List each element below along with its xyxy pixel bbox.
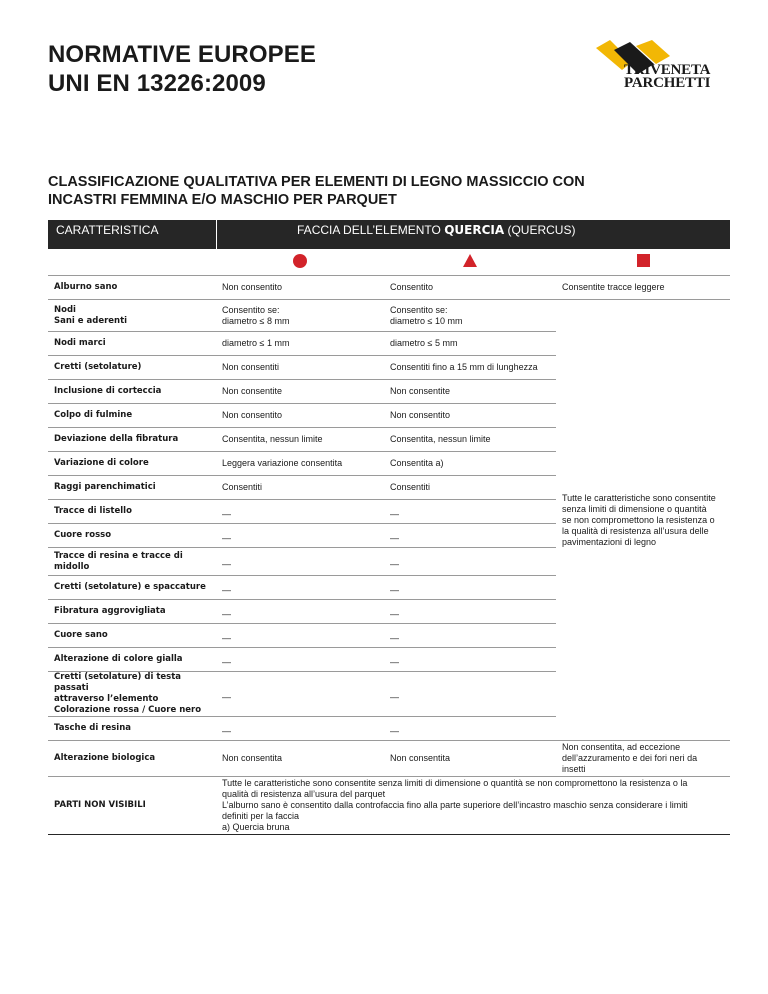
value-cell-square <box>556 741 730 777</box>
feature-cell-text: Variazione di colore <box>54 458 149 468</box>
value-cell-triangle <box>384 717 556 741</box>
value-cell-square <box>556 276 730 300</box>
value-cell-triangle <box>384 576 556 600</box>
feature-cell <box>48 452 216 476</box>
section-title-line-2: INCASTRI FEMMINA E/O MASCHIO PER PARQUET <box>48 192 397 208</box>
value-cell-triangle <box>384 624 556 648</box>
value-cell-circle-text: — <box>222 691 231 702</box>
symbol-cell-3 <box>556 249 730 276</box>
value-cell-triangle-text: Consentiti fino a 15 mm di lunghezza <box>390 362 538 372</box>
feature-cell-text: Tracce di listello <box>54 506 132 516</box>
value-cell-triangle-text: — <box>390 657 399 667</box>
header-face <box>216 220 730 249</box>
feature-cell-text: Cuore sano <box>54 630 108 640</box>
value-cell-triangle-text: Non consentita <box>390 753 451 763</box>
value-cell-circle-text: Non consentito <box>222 410 283 420</box>
value-cell-circle <box>216 428 384 452</box>
value-cell-triangle <box>384 741 556 777</box>
value-cell-circle <box>216 741 384 777</box>
feature-cell <box>48 356 216 380</box>
feature-cell <box>48 717 216 741</box>
value-cell-circle <box>216 404 384 428</box>
value-cell-circle <box>216 476 384 500</box>
value-cell-circle-text: Consentiti <box>222 482 263 492</box>
value-cell-triangle-text: Consentita a) <box>390 458 444 468</box>
value-cell-triangle <box>384 548 556 576</box>
value-cell-circle-text: — <box>222 726 231 736</box>
header-face-species: QUERCIA <box>444 223 505 237</box>
hidden-parts-label: PARTI NON VISIBILI <box>48 777 216 835</box>
feature-cell-text: Colpo di fulmine <box>54 410 133 420</box>
value-cell-triangle-text: Consentito se: diametro ≤ 10 mm <box>390 304 463 326</box>
square-icon <box>637 254 650 270</box>
feature-cell <box>48 548 216 576</box>
title-line-1: NORMATIVE EUROPEE <box>48 41 316 68</box>
feature-cell-text: Inclusione di corteccia <box>54 386 162 396</box>
value-cell-square-text: Non consentita, ad eccezione dell’azzuramento e dei fori neri da insetti <box>562 742 698 774</box>
feature-cell <box>48 524 216 548</box>
hidden-parts-row <box>48 777 730 835</box>
value-cell-circle <box>216 356 384 380</box>
value-cell-triangle <box>384 356 556 380</box>
value-cell-triangle <box>384 672 556 717</box>
logo-line-2: PARCHETTI <box>624 75 711 91</box>
value-cell-circle <box>216 452 384 476</box>
header-feature-label: CARATTERISTICA <box>56 223 159 237</box>
merged-value-cell-square <box>556 300 730 741</box>
title-line-2: UNI EN 13226:2009 <box>48 70 266 97</box>
feature-cell <box>48 741 216 777</box>
header-face-suffix: (QUERCUS) <box>504 223 576 237</box>
value-cell-triangle-text: — <box>390 726 399 736</box>
value-cell-circle <box>216 717 384 741</box>
value-cell-triangle-text: Non consentito <box>390 410 451 420</box>
value-cell-triangle-text: — <box>390 585 399 595</box>
table-row <box>48 276 730 300</box>
symbol-cell-2 <box>384 249 556 276</box>
feature-cell <box>48 672 216 717</box>
value-cell-circle <box>216 624 384 648</box>
value-cell-triangle <box>384 276 556 300</box>
value-cell-circle-text: Leggera variazione consentita <box>222 458 343 468</box>
feature-cell-text: Cuore rosso <box>54 530 112 540</box>
header-feature <box>48 220 216 249</box>
feature-cell-text: Alterazione di colore gialla <box>54 654 183 664</box>
merged-value-cell-square-text: Tutte le caratteristiche sono consentite senza limiti di dimensione o quantità se non compromettono la resistenza o la qualità di resistenza all’usura delle pavimentazioni di legno <box>562 492 716 547</box>
feature-cell-text: Tasche di resina <box>54 723 131 733</box>
value-cell-circle <box>216 600 384 624</box>
hidden-parts-text: Tutte le caratteristiche sono consentite senza limiti di dimensione o quantità se non compromettono la resistenza o la qualità di resistenza all’usura del parquet L’alburno sano è consentito dalla controfaccia fino alla parte superiore dell’incastro maschio senza considerare i limiti definiti per la faccia a) Quercia bruna <box>216 777 730 835</box>
table-row <box>48 741 730 777</box>
value-cell-triangle <box>384 452 556 476</box>
value-cell-triangle-text: — <box>390 609 399 619</box>
value-cell-circle-text: Non consentite <box>222 386 283 396</box>
value-cell-triangle-text: — <box>390 559 399 569</box>
feature-cell-text: Cretti (setolature) e spaccature <box>54 582 206 592</box>
feature-cell <box>48 276 216 300</box>
value-cell-circle-text: — <box>222 533 231 543</box>
table-header-row <box>48 220 730 249</box>
feature-cell <box>48 576 216 600</box>
value-cell-triangle-text: Consentiti <box>390 482 431 492</box>
value-cell-circle <box>216 672 384 717</box>
triangle-icon <box>463 254 477 270</box>
triveneta-logo <box>592 40 732 98</box>
feature-cell <box>48 500 216 524</box>
value-cell-circle-text: — <box>222 633 231 643</box>
value-cell-circle <box>216 276 384 300</box>
feature-cell-text: Raggi parenchimatici <box>54 482 156 492</box>
feature-cell <box>48 404 216 428</box>
feature-cell <box>48 428 216 452</box>
value-cell-triangle-text: Consentito <box>390 282 434 292</box>
feature-cell <box>48 648 216 672</box>
feature-cell <box>48 624 216 648</box>
table-row <box>48 300 730 332</box>
header-face-prefix: FACCIA DELL’ELEMENTO <box>297 223 445 237</box>
value-cell-circle <box>216 300 384 332</box>
value-cell-triangle-text: diametro ≤ 5 mm <box>390 338 458 348</box>
feature-cell-text: Cretti (setolature) <box>54 362 142 372</box>
value-cell-triangle <box>384 428 556 452</box>
value-cell-triangle-text: — <box>390 509 399 519</box>
value-cell-circle-text: — <box>222 657 231 667</box>
value-cell-triangle <box>384 300 556 332</box>
section-title-line-1: CLASSIFICAZIONE QUALITATIVA PER ELEMENTI DI LEGNO MASSICCIO CON <box>48 174 585 190</box>
section-title <box>48 173 728 209</box>
value-cell-circle <box>216 524 384 548</box>
feature-cell <box>48 300 216 332</box>
feature-cell <box>48 600 216 624</box>
feature-cell <box>48 332 216 356</box>
value-cell-circle <box>216 576 384 600</box>
logo-line-1: TRIVENETA <box>624 62 711 78</box>
value-cell-triangle <box>384 476 556 500</box>
value-cell-circle-text: — <box>222 509 231 519</box>
value-cell-square-text: Consentite tracce leggere <box>562 282 665 292</box>
value-cell-circle-text: — <box>222 609 231 619</box>
value-cell-circle-text: Non consentiti <box>222 362 280 372</box>
value-cell-triangle-text: Non consentite <box>390 386 451 396</box>
value-cell-circle-text: diametro ≤ 1 mm <box>222 338 290 348</box>
page-title <box>48 40 316 98</box>
table-body <box>48 220 730 835</box>
feature-cell-text: Tracce di resina e tracce di midollo <box>54 550 183 572</box>
feature-cell <box>48 380 216 404</box>
value-cell-triangle-text: — <box>390 633 399 643</box>
circle-icon <box>293 254 307 271</box>
feature-cell-text: Nodi Sani e aderenti <box>54 304 128 326</box>
value-cell-circle <box>216 380 384 404</box>
value-cell-triangle <box>384 600 556 624</box>
feature-cell-text: Alterazione biologica <box>54 753 156 763</box>
value-cell-triangle-text: — <box>390 533 399 543</box>
feature-cell-text: Nodi marci <box>54 338 106 348</box>
value-cell-circle <box>216 548 384 576</box>
value-cell-circle-text: — <box>222 559 231 569</box>
value-cell-triangle <box>384 648 556 672</box>
feature-cell-text: Fibratura aggrovigliata <box>54 606 166 616</box>
value-cell-triangle <box>384 332 556 356</box>
symbol-row <box>48 249 730 276</box>
value-cell-triangle-text: — <box>390 691 399 702</box>
value-cell-circle-text: Consentito se: diametro ≤ 8 mm <box>222 304 290 326</box>
classification-table <box>48 220 730 835</box>
symbol-cell-1 <box>216 249 384 276</box>
value-cell-triangle <box>384 404 556 428</box>
feature-cell-text: Cretti (setolature) di testa passati attraverso l’elemento Colorazione rossa / Cuore nero <box>54 672 202 715</box>
feature-cell <box>48 476 216 500</box>
value-cell-triangle <box>384 380 556 404</box>
feature-cell-text: Deviazione della fibratura <box>54 434 179 444</box>
value-cell-circle-text: Non consentito <box>222 282 283 292</box>
value-cell-circle <box>216 648 384 672</box>
feature-cell-text: Alburno sano <box>54 282 118 292</box>
value-cell-triangle <box>384 524 556 548</box>
value-cell-circle-text: Non consentita <box>222 753 283 763</box>
value-cell-circle <box>216 500 384 524</box>
value-cell-triangle-text: Consentita, nessun limite <box>390 434 491 444</box>
value-cell-triangle <box>384 500 556 524</box>
value-cell-circle <box>216 332 384 356</box>
value-cell-circle-text: — <box>222 585 231 595</box>
value-cell-circle-text: Consentita, nessun limite <box>222 434 323 444</box>
